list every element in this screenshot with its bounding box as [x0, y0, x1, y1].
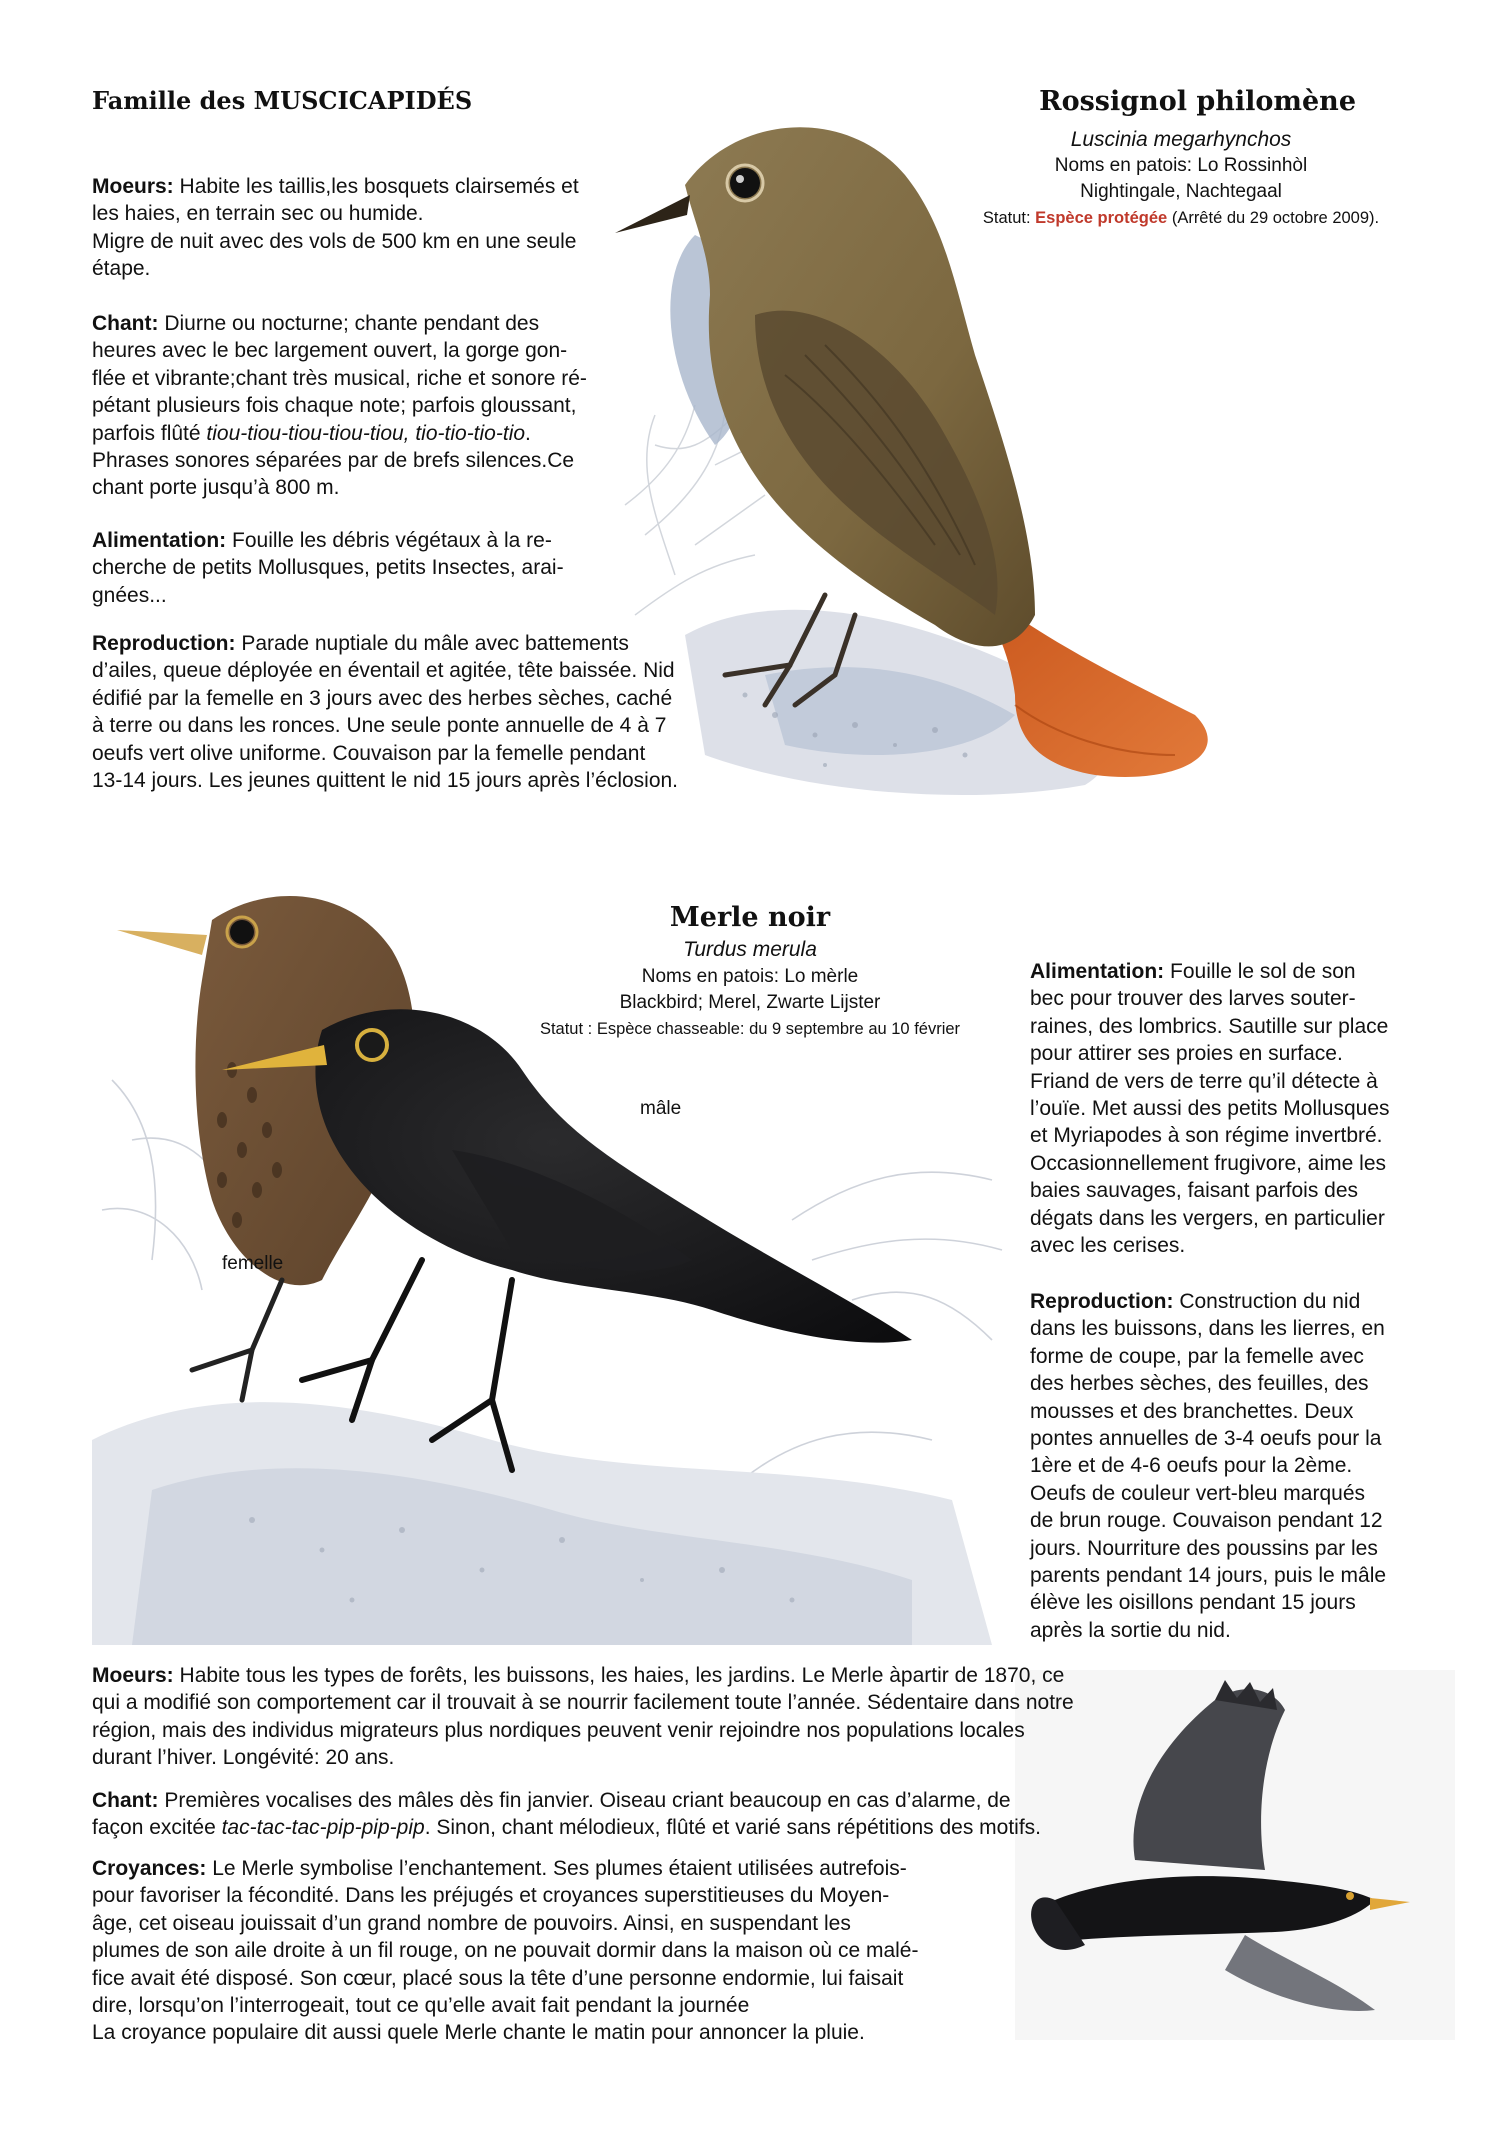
family-title: Famille des MUSCICAPIDÉS — [92, 86, 473, 115]
section-text: Parade nuptiale du mâle avec battements d’ailes, queue déployée en éventail et agitée, tête baissée. Nid édifié par la femelle en 3 jours avec des herbes sèches, caché à terre ou dans les ronces. Une seule ponte annuelle de 4 à 7 oeufs vert olive uniforme. Couvaison par la femelle pendant 13-14 jours. Les jeunes quittent le nid 15 jours après l’éclosion. — [92, 632, 679, 793]
section-text: Construction du nid dans les buissons, dans les lierres, en forme de coupe, par la femelle avec des herbes sèches, des feuilles, des mousses et des branchettes. Deux pontes annuelles de 3-4 oeufs pour la 1ère et de 4-6 oeufs pour la 2ème. Oeufs de couleur vert-bleu marqués de brun rouge. Couvaison pendant 12 jours. Nourriture des poussins par les parents pendant 14 jours, puis le mâle élève les oisillons pendant 15 jours après la sortie du nid. — [1030, 1290, 1387, 1642]
species-name-rossignol: Rossignol philomène — [1039, 86, 1356, 117]
section-label: Reproduction: — [1030, 1290, 1174, 1313]
section-label: Chant: — [92, 1789, 159, 1812]
label-female: femelle — [222, 1253, 284, 1274]
patois-name: Noms en patois: Lo mèrle — [641, 966, 859, 987]
merle-croyances — [92, 1855, 1022, 2047]
status-highlight: Espèce protégée — [1035, 209, 1168, 227]
section-text: Fouille le sol de son bec pour trouver des larves souter- raines, des lombrics. Sautille sur place pour attirer ses proies en surface. Friand de vers de terre qu’il détecte à l’ouïe. Met aussi des petits Mollusques et Myriapodes à son régime invertbré. Occasionnellement frugivore, aime les baies sauvages, faisant parfois des dégats dans les vergers, en particulier avec les cerises. — [1030, 960, 1390, 1258]
section-text: Habite les taillis,les bosquets clairsemés et les haies, en terrain sec ou humide. Migre de nuit avec des vols de 500 km en une seule étape. — [92, 175, 579, 281]
song-transcription: tiou-tiou-tiou-tiou-tiou, tio-tio-tio-tio — [206, 421, 526, 445]
section-label: Reproduction: — [92, 632, 236, 655]
species-latin-name: Turdus merula — [683, 938, 817, 961]
status-suffix: (Arrêté du 29 octobre 2009). — [1167, 209, 1380, 227]
section-text: Le Merle symbolise l’enchantement. Ses plumes étaient utilisées autrefois- pour favoriser la fécondité. Dans les préjugés et croyances superstitieuses du Moyen- âge, cet oiseau jouissait d’un grand nombre de pouvoirs. Ainsi, en suspendant les plumes de son aile droite à un fil rouge, on ne pouvait dormir dans la maison où ce malé- fice avait été disposé. Son cœur, placé sous la tête d’une personne endormie, lui faisait dire, lorsqu’on l’interrogeait, tout ce qu’elle avait fait pendant la journée La croyance populaire dit aussi quele Merle chante le matin pour annoncer la pluie. — [92, 1857, 919, 2045]
species-name-merle: Merle noir — [669, 902, 831, 933]
conservation-status — [941, 205, 1421, 231]
rossignol-moeurs — [92, 173, 652, 283]
species-latin-name: Luscinia megarhynchos — [1070, 128, 1292, 151]
rossignol-header — [941, 126, 1421, 231]
section-text: Premières vocalises des mâles dès fin janvier. Oiseau criant beaucoup en cas d’alarme, de façon excitée — [92, 1789, 1011, 1840]
rossignol-alimentation — [92, 527, 652, 609]
section-label: Moeurs: — [92, 1664, 174, 1687]
other-names: Nightingale, Nachtegaal — [1080, 181, 1282, 202]
section-text: Fouille les débris végétaux à la re- cherche de petits Mollusques, petits Insectes, arai- gnées... — [92, 529, 564, 607]
section-label: Chant: — [92, 312, 159, 335]
merle-moeurs — [92, 1662, 1242, 1772]
section-text: Diurne ou nocturne; chante pendant des heures avec le bec largement ouvert, la gorge gon- flée et vibrante;chant très musical, riche et sonore ré- pétant plusieurs fois chaque note; parfois gloussant, parfois flûté — [92, 312, 587, 445]
status-prefix: Statut: — [982, 209, 1036, 227]
section-text: . Phrases sonores séparées par de brefs silences.Ce chant porte jusqu’à 800 m. — [92, 421, 575, 500]
song-transcription: tac-tac-tac-pip-pip-pip — [221, 1816, 425, 1840]
section-label: Alimentation: — [92, 529, 227, 552]
section-label: Croyances: — [92, 1857, 207, 1880]
section-text: Habite tous les types de forêts, les buissons, les haies, les jardins. Le Merle àpartir de 1870, ce qui a modifié son comportement car il trouvait à se nourrir facilement toute l’année. Sédentaire dans notre région, mais des individus migrateurs plus nordiques peuvent venir rejoindre nos populations locales durant l’hiver. Longévité: 20 ans. — [92, 1664, 1074, 1770]
rossignol-reproduction — [92, 630, 772, 794]
rossignol-chant — [92, 310, 652, 502]
section-label: Alimentation: — [1030, 960, 1165, 983]
patois-name: Noms en patois: Lo Rossinhòl — [1054, 155, 1308, 176]
merle-header — [520, 900, 980, 1042]
section-label: Moeurs: — [92, 175, 174, 198]
merle-reproduction — [1030, 1288, 1430, 1644]
label-male: mâle — [640, 1098, 682, 1119]
merle-chant — [92, 1787, 1242, 1842]
conservation-status: Statut : Espèce chasseable: du 9 septembre au 10 février — [539, 1020, 961, 1038]
other-names: Blackbird; Merel, Zwarte Lijster — [619, 992, 881, 1013]
section-text: . Sinon, chant mélodieux, flûté et varié sans répétitions des motifs. — [424, 1816, 1042, 1840]
merle-alimentation — [1030, 958, 1430, 1259]
